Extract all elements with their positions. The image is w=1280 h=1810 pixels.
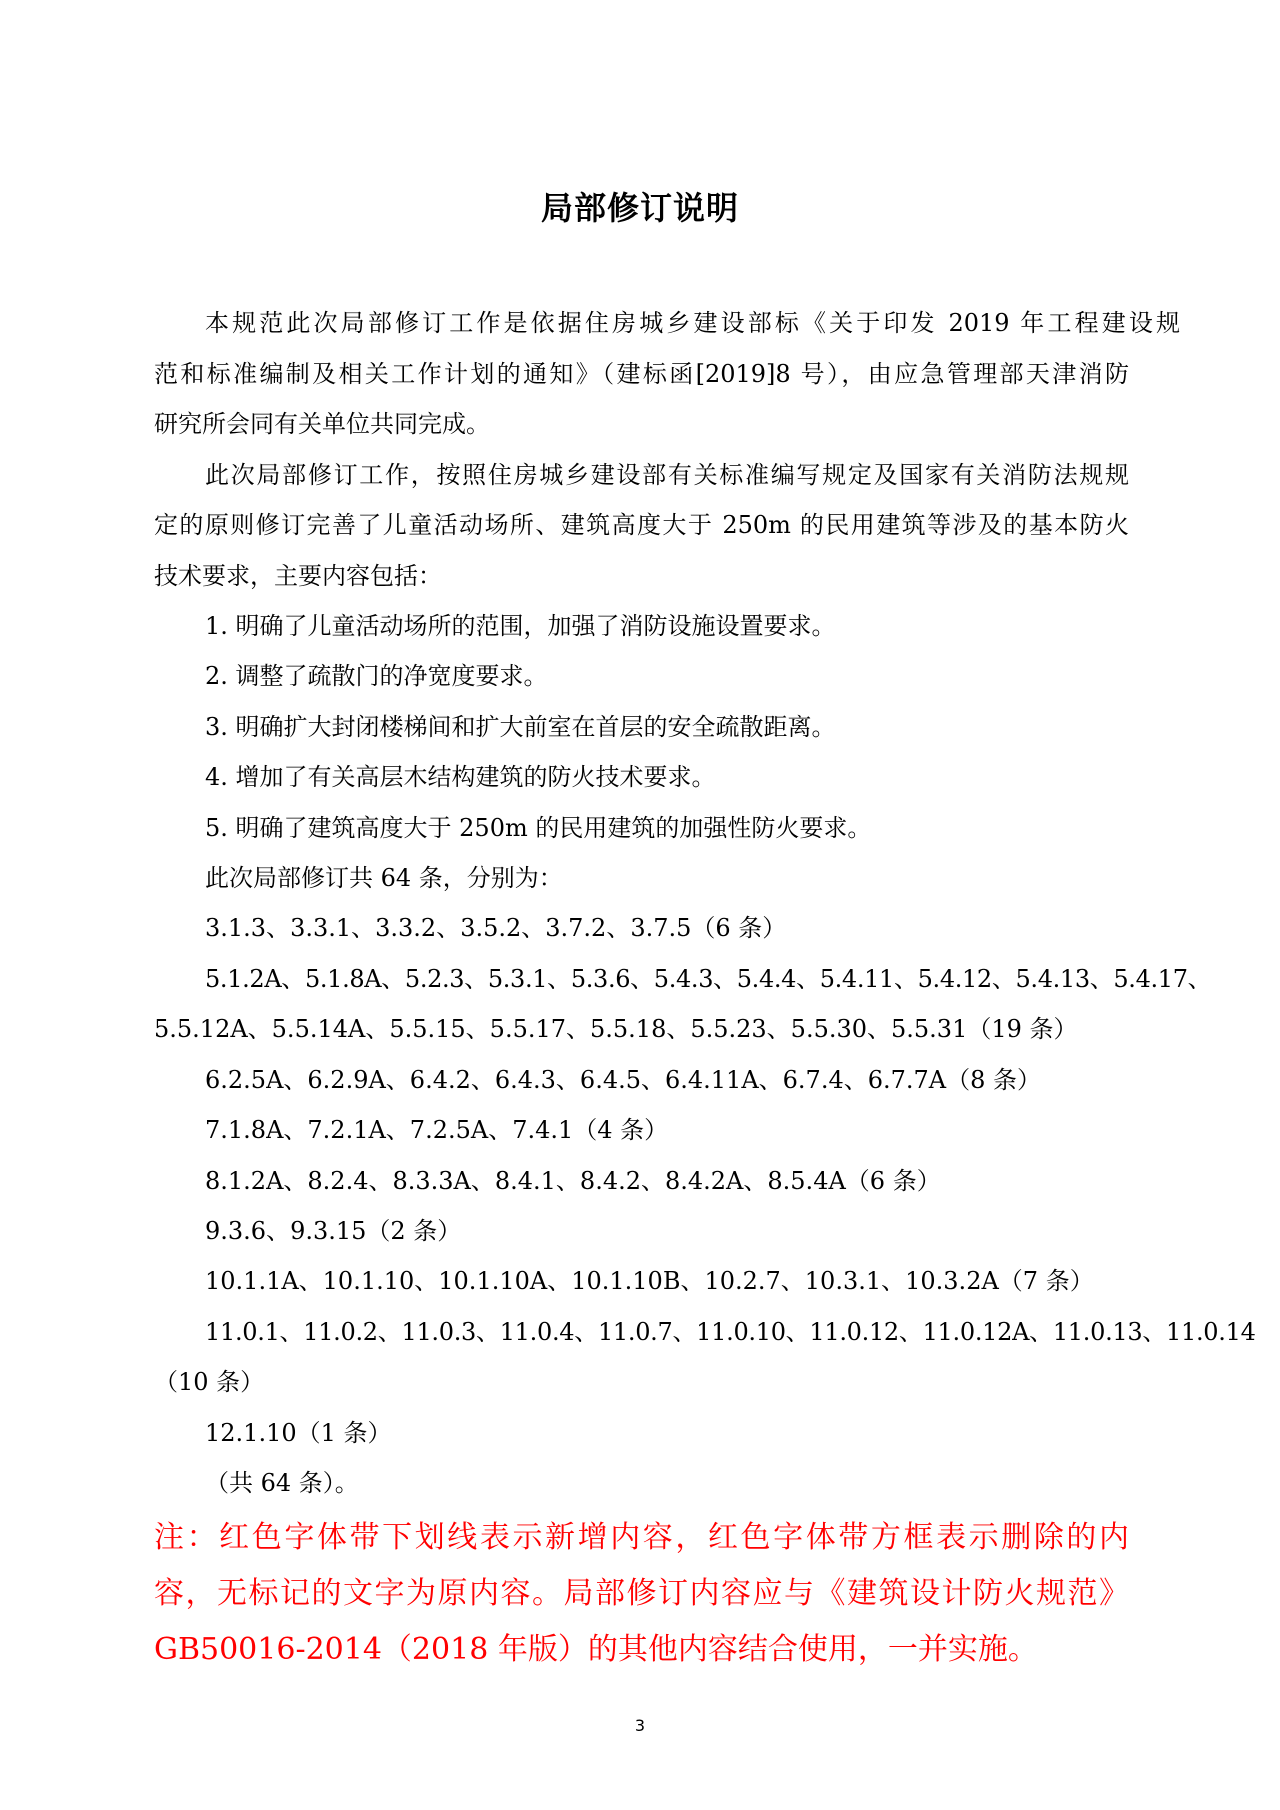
intro-line-2: 范和标准编制及相关工作计划的通知》（建标函[2019]8 号），由应急管理部天津消防 — [154, 360, 1129, 388]
clause-line-12: （共 64 条）。 — [205, 1469, 359, 1497]
clause-line-4: 6.2.5A、6.2.9A、6.4.2、6.4.3、6.4.5、6.4.11A、6.7.4、6.7.7A（8 条） — [205, 1066, 1042, 1094]
clause-line-5: 7.1.8A、7.2.1A、7.2.5A、7.4.1（4 条） — [205, 1116, 669, 1144]
list-item-2: 2. 调整了疏散门的净宽度要求。 — [205, 662, 548, 690]
clause-line-1: 3.1.3、3.3.1、3.3.2、3.5.2、3.7.2、3.7.5（6 条） — [205, 914, 787, 942]
clause-line-11: 12.1.10（1 条） — [205, 1419, 392, 1447]
intro-line-1: 本规范此次局部修订工作是依据住房城乡建设部标《关于印发 2019 年工程建设规 — [205, 309, 1180, 337]
principle-line-1: 此次局部修订工作，按照住房城乡建设部有关标准编写规定及国家有关消防法规规 — [205, 461, 1129, 489]
summary-line: 此次局部修订共 64 条，分别为： — [205, 864, 563, 892]
list-item-5: 5. 明确了建筑高度大于 250m 的民用建筑的加强性防火要求。 — [205, 814, 872, 842]
page-title: 局部修订说明 — [540, 189, 739, 227]
note-line-1: 注：红色字体带下划线表示新增内容，红色字体带方框表示删除的内 — [154, 1520, 1129, 1555]
page-number: 3 — [634, 1716, 646, 1735]
list-item-3: 3. 明确扩大封闭楼梯间和扩大前室在首层的安全疏散距离。 — [205, 713, 836, 741]
list-item-4: 4. 增加了有关高层木结构建筑的防火技术要求。 — [205, 763, 716, 791]
principle-line-3: 技术要求，主要内容包括： — [154, 562, 442, 590]
list-item-1: 1. 明确了儿童活动场所的范围，加强了消防设施设置要求。 — [205, 612, 836, 640]
clause-line-2: 5.1.2A、5.1.8A、5.2.3、5.3.1、5.3.6、5.4.3、5.4.4、5.4.11、5.4.12、5.4.13、5.4.17、 — [205, 965, 1212, 993]
clause-line-6: 8.1.2A、8.2.4、8.3.3A、8.4.1、8.4.2、8.4.2A、8.5.4A（6 条） — [205, 1167, 941, 1195]
clause-line-7: 9.3.6、9.3.15（2 条） — [205, 1217, 462, 1245]
clause-line-9: 11.0.1、11.0.2、11.0.3、11.0.4、11.0.7、11.0.10、11.0.12、11.0.12A、11.0.13、11.0.14 — [205, 1318, 1256, 1346]
note-line-2: 容，无标记的文字为原内容。局部修订内容应与《建筑设计防火规范》 — [154, 1576, 1129, 1611]
clause-line-8: 10.1.1A、10.1.10、10.1.10A、10.1.10B、10.2.7、10.3.1、10.3.2A（7 条） — [205, 1267, 1094, 1295]
principle-line-2: 定的原则修订完善了儿童活动场所、建筑高度大于 250m 的民用建筑等涉及的基本防火 — [154, 511, 1129, 539]
clause-line-10: （10 条） — [154, 1368, 265, 1396]
note-line-3: GB50016-2014（2018 年版）的其他内容结合使用，一并实施。 — [154, 1632, 1038, 1667]
intro-line-3: 研究所会同有关单位共同完成。 — [154, 410, 490, 438]
clause-line-3: 5.5.12A、5.5.14A、5.5.15、5.5.17、5.5.18、5.5.23、5.5.30、5.5.31（19 条） — [154, 1015, 1078, 1043]
